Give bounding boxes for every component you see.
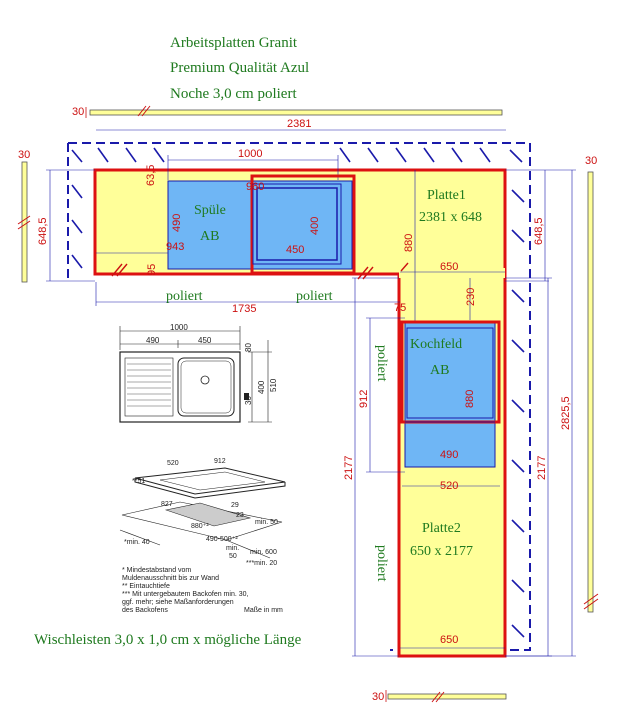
dim-gap-230: 230 bbox=[465, 287, 477, 306]
hob-min-40: *min. 40 bbox=[124, 539, 150, 546]
dim-corner-run: 880 bbox=[403, 233, 415, 252]
dim-run-1735: 1735 bbox=[232, 303, 257, 315]
hob-note-2: Muldenausschnitt bis zur Wand bbox=[122, 575, 220, 582]
poliert-label-1: poliert bbox=[166, 289, 203, 304]
dim-plate-width-bottom: 650 bbox=[440, 634, 459, 646]
title-line-2: Premium Qualität Azul bbox=[170, 60, 310, 76]
hob-name: Kochfeld bbox=[410, 337, 463, 352]
dim-back-strip: 95 bbox=[146, 263, 158, 276]
plate1-size: 2381 x 648 bbox=[419, 210, 482, 225]
hob-units: Maße in mm bbox=[244, 607, 283, 614]
hob-dim-490: 490-500⁺² bbox=[206, 536, 238, 543]
dim-sink-left-offset: 943 bbox=[166, 241, 185, 253]
sink-drawing-part-490: 490 bbox=[146, 336, 160, 345]
poliert-label-3: poliert bbox=[374, 345, 389, 382]
hob-dim-23: 23 bbox=[236, 512, 244, 519]
sink-drawing-h-30: 30 bbox=[244, 396, 253, 405]
hob-min-600: min. 600 bbox=[250, 549, 277, 556]
plate1-name: Platte1 bbox=[427, 188, 466, 203]
bottom-edge-strip bbox=[372, 690, 506, 703]
strip-thickness-top: 30 bbox=[72, 106, 85, 118]
hob-note-5: ggf. mehr; siehe Maßanforderungen bbox=[122, 599, 234, 606]
hob-min-20: ***min. 20 bbox=[246, 560, 278, 567]
strip-thickness-left: 30 bbox=[18, 149, 31, 161]
hob-dim-912: 912 bbox=[214, 458, 226, 465]
dim-plate-width-top: 650 bbox=[440, 261, 459, 273]
dim-sink-offset: 63,5 bbox=[145, 164, 157, 186]
poliert-label-4: poliert bbox=[374, 545, 389, 582]
hob-dim-827: 827 bbox=[161, 501, 173, 508]
hob-dim-50: 50 bbox=[229, 553, 237, 560]
plate2-size: 650 x 2177 bbox=[410, 544, 473, 559]
dim-hob-inner-width: 490 bbox=[440, 449, 459, 461]
dim-depth-left: 648,5 bbox=[37, 217, 49, 245]
dim-hob-outer-width: 520 bbox=[440, 480, 459, 492]
hob-dim-520: 520 bbox=[167, 460, 179, 467]
hob-min-50: min. 50 bbox=[255, 519, 278, 526]
hob-min-label: min. bbox=[226, 545, 240, 552]
hob-note-3: ** Eintauchtiefe bbox=[122, 583, 170, 590]
title-line-3: Noche 3,0 cm poliert bbox=[170, 86, 297, 102]
title-line-1: Arbeitsplatten Granit bbox=[170, 35, 298, 51]
hob-note-4: *** Mit untergebautem Backofen min. 30, bbox=[122, 591, 249, 598]
sink-code: AB bbox=[200, 229, 220, 244]
strip-thickness-right: 30 bbox=[585, 155, 598, 167]
dim-length-left: 2177 bbox=[343, 455, 355, 480]
left-edge-strip bbox=[18, 149, 30, 282]
dim-bowl-width: 450 bbox=[286, 244, 305, 256]
sink-drawing-h-510: 510 bbox=[269, 378, 278, 392]
sink-technical-drawing bbox=[120, 323, 278, 422]
sink-name: Spüle bbox=[194, 203, 226, 218]
plate2-name: Platte2 bbox=[422, 521, 461, 536]
dim-hob-offset: 912 bbox=[358, 389, 370, 408]
hob-code: AB bbox=[430, 363, 450, 378]
dim-sink-bowl-width: 960 bbox=[246, 181, 265, 193]
dim-depth-right: 648,5 bbox=[533, 217, 545, 245]
hob-dim-29: 29 bbox=[231, 502, 239, 509]
dim-sink-height: 490 bbox=[171, 213, 183, 232]
sink-drawing-h-400: 400 bbox=[257, 380, 266, 394]
hob-dim-880: 880⁺² bbox=[191, 523, 209, 530]
dim-gap-75: 75 bbox=[394, 302, 407, 314]
sink-drawing-part-450: 450 bbox=[198, 336, 212, 345]
poliert-label-2: poliert bbox=[296, 289, 333, 304]
top-edge-strip bbox=[72, 106, 502, 118]
hob-technical-drawing bbox=[120, 458, 285, 614]
sink-drawing-width: 1000 bbox=[170, 323, 188, 332]
dim-hob-depth: 880 bbox=[464, 389, 476, 408]
strip-thickness-bottom: 30 bbox=[372, 691, 385, 703]
dim-bowl-depth: 400 bbox=[309, 216, 321, 235]
dim-length-right: 2177 bbox=[536, 455, 548, 480]
sink-drawing-h-80: 80 bbox=[244, 343, 253, 352]
dim-overall-width: 2381 bbox=[287, 118, 312, 130]
right-edge-strip bbox=[584, 155, 598, 612]
footer-note: Wischleisten 3,0 x 1,0 cm x mögliche Länge bbox=[34, 632, 302, 648]
dim-sink-cutout-width: 1000 bbox=[238, 148, 263, 160]
hob-dim-51: **51 bbox=[132, 478, 146, 485]
dim-total-length: 2825,5 bbox=[560, 396, 572, 430]
hob-note-1: * Mindestabstand vom bbox=[122, 567, 192, 574]
hob-note-6: des Backofens bbox=[122, 607, 168, 614]
